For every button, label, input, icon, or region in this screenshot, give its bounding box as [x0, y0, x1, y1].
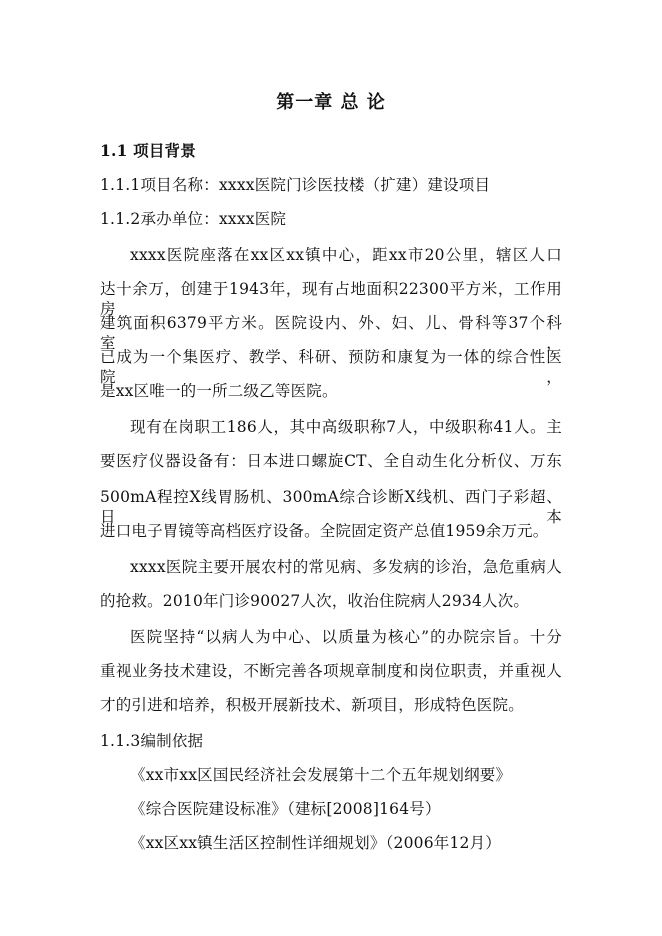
basis-item: 《xx区xx镇生活区控制性详细规划》（2006年12月） — [130, 834, 501, 852]
paragraph-line: 的抢救。2010年门诊90027人次，收治住院病人2934人次。 — [100, 592, 530, 610]
section-heading-1-1: 1.1 项目背景 — [100, 141, 196, 160]
paragraph-line: 现有在岗职工186人，其中高级职称7人，中级职称41人。主 — [130, 418, 562, 436]
paragraph-line: 500mA程控X线胃肠机、300mA综合诊断X线机、西门子彩超、日本 — [100, 488, 562, 526]
paragraph-line: 已成为一个集医疗、教学、科研、预防和康复为一体的综合性医院， — [100, 348, 562, 386]
chapter-title: 第一章 总 论 — [276, 92, 386, 113]
paragraph-line: 进口电子胃镜等高档医疗设备。全院固定资产总值1959余万元。 — [100, 522, 549, 540]
basis-heading: 1.1.3编制依据 — [100, 732, 204, 750]
paragraph-line: 才的引进和培养，积极开展新技术、新项目，形成特色医院。 — [100, 696, 524, 714]
paragraph-line: 达十余万，创建于1943年，现有占地面积22300平方米，工作用房 — [100, 280, 562, 318]
paragraph-line: 要医疗仪器设备有：日本进口螺旋CT、全自动生化分析仪、万东 — [100, 452, 562, 470]
paragraph-line: 医院坚持“以病人为中心、以质量为核心”的办院宗旨。十分 — [130, 628, 562, 646]
paragraph-line: xxxx医院主要开展农村的常见病、多发病的诊治，急危重病人 — [130, 558, 562, 576]
paragraph-line: xxxx医院座落在xx区xx镇中心，距xx市20公里，辖区人口 — [130, 246, 562, 264]
basis-item: 《综合医院建设标准》（建标[2008]164号） — [130, 800, 441, 818]
paragraph-line: 是xx区唯一的一所二级乙等医院。 — [100, 382, 338, 400]
basis-item: 《xx市xx区国民经济社会发展第十二个五年规划纲要》 — [130, 766, 512, 784]
paragraph-line: 建筑面积6379平方米。医院设内、外、妇、儿、骨科等37个科室， — [100, 314, 562, 352]
paragraph-line: 重视业务技术建设，不断完善各项规章制度和岗位职责，并重视人 — [100, 662, 562, 680]
organizer-line: 1.1.2承办单位：xxxx医院 — [100, 210, 287, 228]
project-name-line: 1.1.1项目名称：xxxx医院门诊医技楼（扩建）建设项目 — [100, 176, 491, 194]
